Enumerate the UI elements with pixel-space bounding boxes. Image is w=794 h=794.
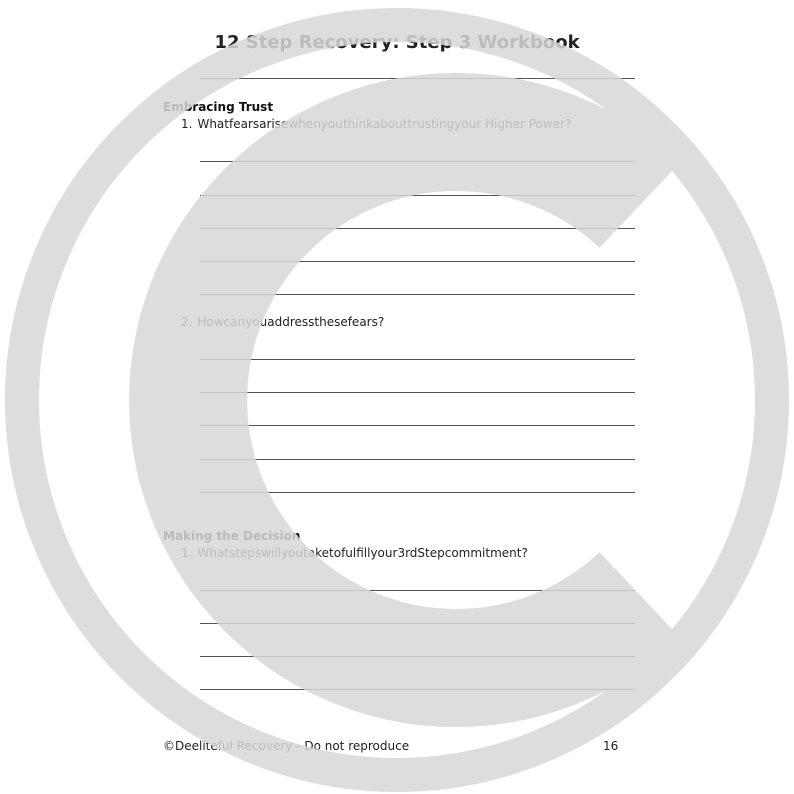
answer-line[interactable] [200,492,635,493]
question-1-fears [181,117,571,131]
question-text: Howcanyouaddressthesefears? [197,315,385,329]
footer-page-number: 16 [603,739,619,753]
footer-copyright: ©Deeliteful Recovery - Do not reproduce [163,739,410,753]
answer-line[interactable] [200,161,635,162]
answer-line[interactable] [200,656,635,657]
answer-line[interactable] [200,689,635,690]
question-1-steps [181,546,528,560]
section-heading-making-the-decision: Making the Decision [163,529,301,543]
question-2-address-fears [181,315,384,329]
answer-line[interactable] [200,623,635,624]
answer-line[interactable] [200,195,635,196]
question-number: 1. [181,546,193,560]
question-number: 2. [181,315,193,329]
question-text: Whatstepswillyoutaketofulfillyour3rdStepcommitment? [197,546,528,560]
section-heading-embracing-trust: Embracing Trust [163,100,274,114]
answer-line[interactable] [200,392,635,393]
answer-line[interactable] [200,261,635,262]
answer-line[interactable] [200,228,635,229]
answer-line[interactable] [200,459,635,460]
answer-line[interactable] [200,294,635,295]
watermark-shape [22,25,772,775]
answer-line[interactable] [200,359,635,360]
title-underline [200,78,635,79]
question-number: 1. [181,117,193,131]
page-title: 12 Step Recovery: Step 3 Workbook [214,32,580,53]
question-text: Whatfearsarisewhenyouthinkabouttrustingyour Higher Power? [197,117,572,131]
answer-line[interactable] [200,425,635,426]
answer-line[interactable] [200,590,635,591]
